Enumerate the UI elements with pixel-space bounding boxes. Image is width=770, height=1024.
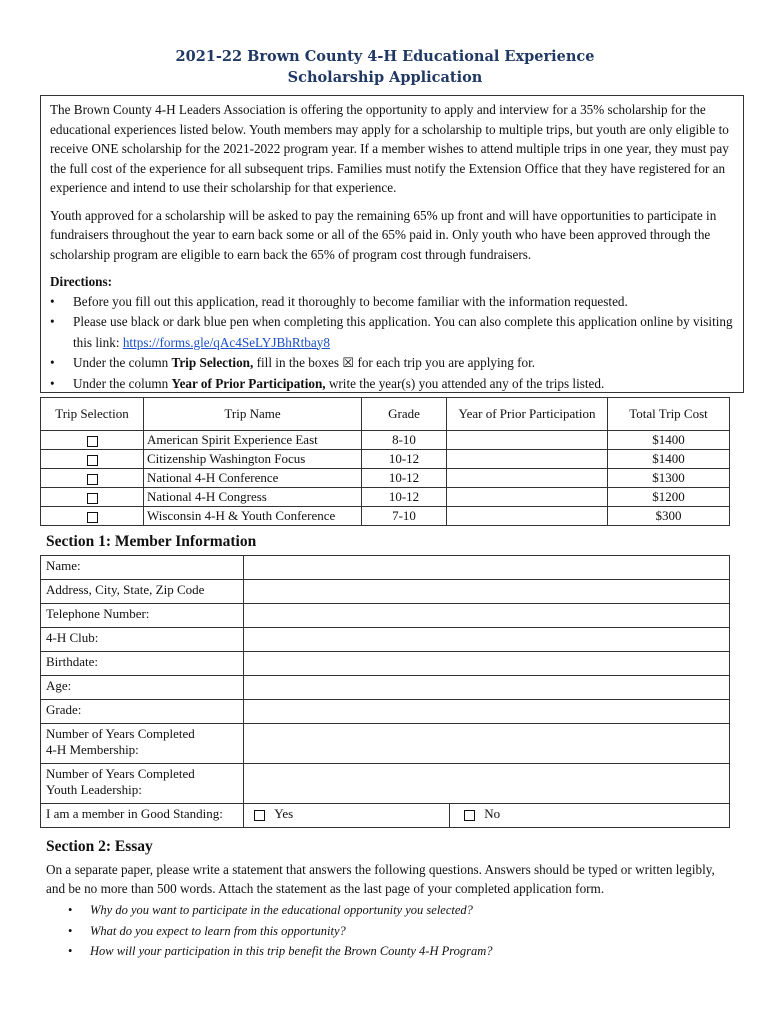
directions-list bbox=[50, 292, 735, 395]
good-standing-no bbox=[450, 804, 730, 828]
field-label-age: Age: bbox=[41, 676, 244, 700]
essay-questions bbox=[46, 900, 736, 962]
table-row bbox=[41, 431, 730, 450]
table-row bbox=[41, 604, 730, 628]
good-standing-yes bbox=[244, 804, 450, 828]
trips-table bbox=[40, 397, 730, 526]
header-prior-participation: Year of Prior Participation bbox=[447, 398, 608, 431]
field-label-good-standing: I am a member in Good Standing: bbox=[41, 804, 244, 828]
trip-cost-cell: $300 bbox=[608, 507, 730, 526]
header-total-cost: Total Trip Cost bbox=[608, 398, 730, 431]
essay-question: • How will your participation in this trip benefit the Brown County 4-H Program? bbox=[46, 941, 736, 962]
trip-grade-cell: 8-10 bbox=[362, 431, 447, 450]
direction-text: Before you fill out this application, read it thoroughly to become familiar with the information requested. bbox=[73, 293, 628, 309]
yes-checkbox[interactable] bbox=[254, 810, 265, 821]
trip-name-cell: National 4-H Congress bbox=[144, 488, 362, 507]
label-line: Number of Years Completed bbox=[46, 726, 195, 741]
table-row bbox=[41, 628, 730, 652]
prior-participation-field[interactable] bbox=[447, 488, 608, 507]
field-label-address: Address, City, State, Zip Code bbox=[41, 580, 244, 604]
section-2-heading: Section 2: Essay bbox=[46, 838, 153, 855]
table-row bbox=[41, 804, 730, 828]
directions-heading: Directions: bbox=[50, 274, 113, 289]
prior-participation-field[interactable] bbox=[447, 431, 608, 450]
years-leadership-field[interactable] bbox=[244, 764, 730, 804]
trip-selection-cell bbox=[41, 450, 144, 469]
trip-checkbox[interactable] bbox=[87, 493, 98, 504]
field-label-birthdate: Birthdate: bbox=[41, 652, 244, 676]
table-row bbox=[41, 450, 730, 469]
no-checkbox[interactable] bbox=[464, 810, 475, 821]
member-info-table bbox=[40, 555, 730, 828]
table-row bbox=[41, 700, 730, 724]
trip-checkbox[interactable] bbox=[87, 512, 98, 523]
online-form-link[interactable]: https://forms.gle/qAc4SeLYJBhRtbay8 bbox=[122, 334, 330, 350]
direction-item bbox=[50, 353, 735, 374]
table-row bbox=[41, 724, 730, 764]
trips-header-row bbox=[41, 398, 730, 431]
trip-selection-cell bbox=[41, 488, 144, 507]
grade-field[interactable] bbox=[244, 700, 730, 724]
header-trip-selection: Trip Selection bbox=[41, 398, 144, 431]
trip-cost-cell: $1400 bbox=[608, 431, 730, 450]
field-label-grade: Grade: bbox=[41, 700, 244, 724]
field-label-club: 4-H Club: bbox=[41, 628, 244, 652]
field-label-telephone: Telephone Number: bbox=[41, 604, 244, 628]
table-row bbox=[41, 507, 730, 526]
header-grade: Grade bbox=[362, 398, 447, 431]
telephone-field[interactable] bbox=[244, 604, 730, 628]
essay-section bbox=[46, 860, 736, 962]
table-row bbox=[41, 556, 730, 580]
trip-cost-cell: $1300 bbox=[608, 469, 730, 488]
trip-name-cell: American Spirit Experience East bbox=[144, 431, 362, 450]
club-field[interactable] bbox=[244, 628, 730, 652]
trip-grade-cell: 10-12 bbox=[362, 469, 447, 488]
trip-checkbox[interactable] bbox=[87, 455, 98, 466]
trip-selection-cell bbox=[41, 507, 144, 526]
trip-checkbox[interactable] bbox=[87, 436, 98, 447]
direction-item bbox=[50, 312, 735, 353]
table-row bbox=[41, 469, 730, 488]
trip-checkbox[interactable] bbox=[87, 474, 98, 485]
label-line: Youth Leadership: bbox=[46, 782, 142, 797]
form-title bbox=[0, 46, 770, 88]
prior-participation-field[interactable] bbox=[447, 450, 608, 469]
trip-selection-cell bbox=[41, 469, 144, 488]
table-row bbox=[41, 764, 730, 804]
name-field[interactable] bbox=[244, 556, 730, 580]
table-row bbox=[41, 652, 730, 676]
title-line-2: Scholarship Application bbox=[287, 69, 483, 86]
intro-paragraph-2: Youth approved for a scholarship will be asked to pay the remaining 65% up front and will have opportunities to participate in fundraisers throughout the year to earn back some or all of the 65% paid in. Only youth who have been approved through the scholarship program are eligible to earn back the 65% of program cost through fundraisers. bbox=[50, 207, 717, 262]
prior-participation-field[interactable] bbox=[447, 469, 608, 488]
trip-grade-cell: 10-12 bbox=[362, 488, 447, 507]
age-field[interactable] bbox=[244, 676, 730, 700]
label-line: 4-H Membership: bbox=[46, 742, 139, 757]
no-label: No bbox=[484, 806, 501, 821]
direction-text: Please use black or dark blue pen when completing this application. You can also complete this application online by visiting this link: bbox=[73, 314, 733, 350]
field-label-years-membership bbox=[41, 724, 244, 764]
direction-text: write the year(s) you attended any of the trips listed. bbox=[325, 375, 605, 391]
title-line-1: 2021-22 Brown County 4-H Educational Experience bbox=[175, 48, 595, 65]
table-row bbox=[41, 580, 730, 604]
table-row bbox=[41, 488, 730, 507]
direction-text: Under the column bbox=[73, 355, 172, 370]
field-label-years-leadership bbox=[41, 764, 244, 804]
trip-name-cell: Wisconsin 4-H & Youth Conference bbox=[144, 507, 362, 526]
trip-grade-cell: 10-12 bbox=[362, 450, 447, 469]
trip-selection-cell bbox=[41, 431, 144, 450]
direction-text: fill in the boxes ☒ for each trip you are applying for. bbox=[253, 355, 536, 370]
years-membership-field[interactable] bbox=[244, 724, 730, 764]
essay-instructions: On a separate paper, please write a statement that answers the following questions. Answers should be typed or written legibly, and be no more than 500 words. Attach the statement as the last page of your completed application form. bbox=[46, 862, 715, 896]
yes-label: Yes bbox=[274, 806, 294, 821]
birthdate-field[interactable] bbox=[244, 652, 730, 676]
direction-bold: Trip Selection, bbox=[171, 355, 254, 370]
field-label-name: Name: bbox=[41, 556, 244, 580]
trip-name-cell: National 4-H Conference bbox=[144, 469, 362, 488]
direction-bold: Year of Prior Participation, bbox=[171, 375, 326, 391]
intro-paragraph-1: The Brown County 4-H Leaders Association is offering the opportunity to apply and interview for a 35% scholarship for the educational experiences listed below. Youth members may apply for a scholarship to multiple trips, but youth are only eligible to receive ONE scholarship for the 2021-2022 program year. If a member wishes to attend multiple trips in one year, they must pay the full cost of the experience for all subsequent trips. Families must notify the Extension Office that they have registered for an experience and intend to use their scholarship for that experience. bbox=[50, 102, 729, 195]
trip-name-cell: Citizenship Washington Focus bbox=[144, 450, 362, 469]
intro-box bbox=[40, 95, 744, 393]
label-line: Number of Years Completed bbox=[46, 766, 195, 781]
essay-question: • What do you expect to learn from this opportunity? bbox=[46, 921, 736, 942]
prior-participation-field[interactable] bbox=[447, 507, 608, 526]
address-field[interactable] bbox=[244, 580, 730, 604]
direction-item bbox=[50, 374, 735, 395]
direction-item bbox=[50, 292, 735, 313]
trip-cost-cell: $1400 bbox=[608, 450, 730, 469]
trip-cost-cell: $1200 bbox=[608, 488, 730, 507]
header-trip-name: Trip Name bbox=[144, 398, 362, 431]
section-1-heading: Section 1: Member Information bbox=[46, 533, 257, 550]
trip-grade-cell: 7-10 bbox=[362, 507, 447, 526]
table-row bbox=[41, 676, 730, 700]
direction-text: Under the column bbox=[73, 375, 172, 391]
essay-question: • Why do you want to participate in the educational opportunity you selected? bbox=[46, 900, 736, 921]
